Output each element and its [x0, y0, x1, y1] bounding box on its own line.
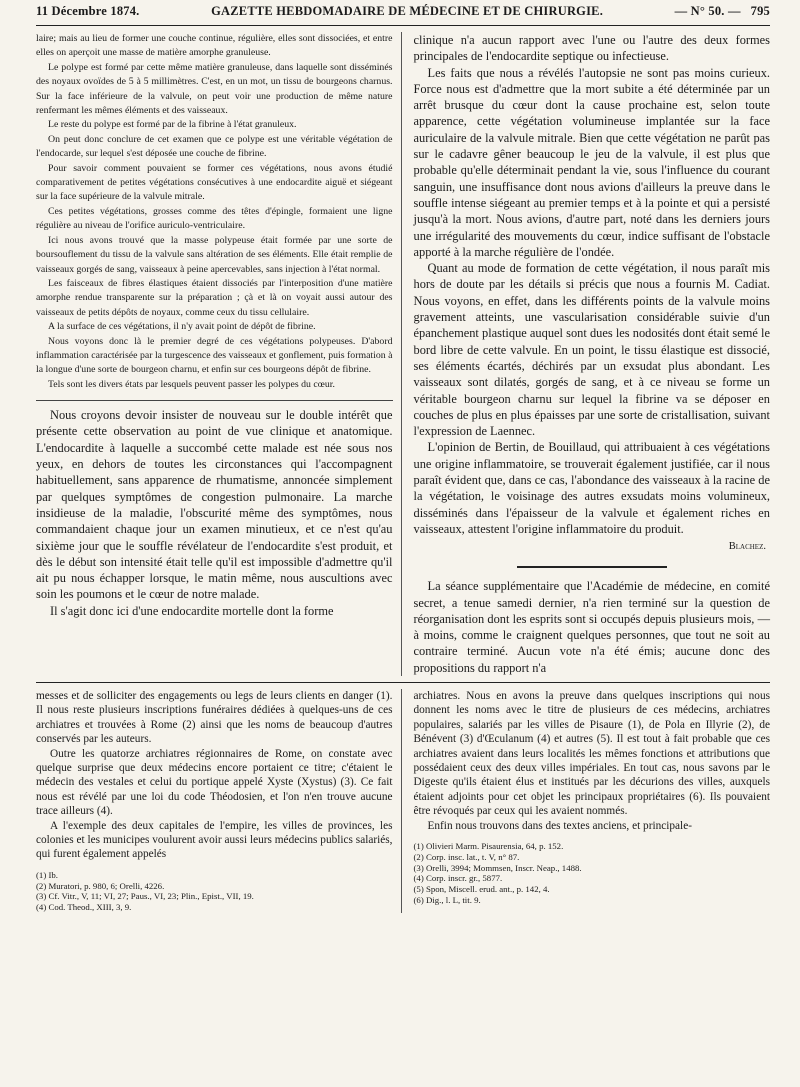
- paragraph: Quant au mode de formation de cette végétation, il nous paraît mis hors de doute par les détails si précis que nous a fournis M. Cadiat. Nous voyons, en effet, dans les différents points de la valvule moins gravement atteints, une vascularisation considérable suivie d'un épanchement plastique auquel sont dues les nodosités dont était semé le bord libre de cette valvule. En un point, le tissu élastique est dissocié, ses éléments écartés, déchirés par un exsudat plus abondant. Les vaisseaux sont dilatés, gorgés de sang, et à ce niveau se forme un véritable bourgeon charnu sur lequel la fibrine va se déposer en couches de plus en plus épaisses par une sorte de cristallisation, suivant l'expression de Laennec.: [413, 261, 770, 439]
- paragraph: Nous voyons donc là le premier degré de ces végétations polypeuses. D'abord inflammation caractérisée par la turgescence des vaisseaux et gonflement, puis formation à la longue d'une sorte de bourgeon charnu, et enfin sur ces bourgeons dépôt de fibrine.: [36, 335, 393, 376]
- horizontal-divider: [36, 682, 770, 683]
- footnote: (2) Muratori, p. 980, 6; Orelli, 4226.: [36, 880, 165, 891]
- paragraph: Ces petites végétations, grosses comme des têtes d'épingle, formaient une ligne régulière au niveau de l'orifice auriculo-ventriculaire.: [36, 205, 393, 232]
- paragraph: A l'exemple des deux capitales de l'empire, les villes de provinces, les colonies et les municipes voulurent avoir aussi leurs médecins publics salariés, qui furent également appelés: [36, 819, 393, 861]
- article-separator-rule: [517, 566, 667, 568]
- paragraph: L'opinion de Bertin, de Bouillaud, qui attribuaient à ces végétations une origine inflammatoire, se trouverait également justifiée, car il nous paraît évident que, dans ce cas, l'abondance des vaisseaux à la racine de la végétation, le voisinage des autres exsudats moins volumineux, disséminés dans l'épaisseur de la valvule et également riches en vaisseaux, attestent l'origine inflammatoire du produit.: [413, 440, 770, 536]
- paragraph: Les faits que nous a révélés l'autopsie ne sont pas moins curieux. Force nous est d'admettre que la mort subite a été déterminée par un arrêt brusque du cœur dont la cause prochaine est, selon toute apparence, cette végétation volumineuse implantée sur la face auriculaire de la valvule mitrale. Bien que cette végétation ne parût pas sur le cadavre gêner beaucoup le jeu de la valvule, il est plus que probable qu'elle déterminait pendant la vie, sous l'influence du courant sanguin, une insuffisance dont nous avions d'ailleurs la preuve dans le souffle intense siégeant au premier temps et à la pointe et qui a persisté jusqu'à la mort. Nous avions, d'autre part, noté dans les derniers jours une irrégularité des mouvements du cœur, indice suffisant de l'obstacle apporté à la marche régulière de l'ondée.: [413, 65, 770, 259]
- footnote: (4) Cod. Theod., XIII, 3, 9.: [36, 902, 132, 913]
- bottom-right-column: [414, 689, 771, 913]
- footnote: (4) Corp. inscr. gr., 5877.: [413, 873, 503, 884]
- commentary-block: [36, 407, 393, 619]
- commentary-continued: [414, 32, 771, 537]
- top-right-column: [414, 32, 771, 676]
- paragraph: Pour savoir comment pouvaient se former ces végétations, nous avons étudié comparativement de petites végétations consécutives à une endocardite aiguë et siégeant sur la face supérieure de la valvule mitrale.: [36, 162, 393, 203]
- bottom-left-column: [36, 689, 402, 913]
- paragraph: Les faisceaux de fibres élastiques étaient dissociés par l'interposition d'une matière amorphe rendue transparente sur la préparation ; çà et là on voyait aussi autour des vaisseaux de petits dépôts de noyaux, comme ceux du tissu cellulaire.: [36, 277, 393, 318]
- footnote: (1) Olivieri Marm. Pisaurensia, 64, p. 152.: [413, 841, 564, 852]
- academy-news: [414, 578, 771, 676]
- paragraph: Tels sont les divers états par lesquels peuvent passer les polypes du cœur.: [48, 378, 335, 390]
- paragraph: clinique n'a aucun rapport avec l'une ou l'autre des deux formes principales de l'endocardite septique ou infectieuse.: [413, 33, 770, 64]
- paragraph: Il s'agit donc ici d'une endocardite mortelle dont la forme: [50, 603, 334, 618]
- footnote: (2) Corp. insc. lat., t. V, n° 87.: [413, 851, 520, 862]
- bottom-section: [36, 689, 770, 913]
- paragraph: Le polype est formé par cette même matière granuleuse, dans laquelle sont disséminés des noyaux ovoïdes de 5 à 5 millimètres. C'est, en un mot, un tissu de bourgeons charnus. Sur la face inférieure de la valvule, on peut voir une production de même nature renfermant les mêmes éléments et des vaisseaux.: [36, 61, 393, 117]
- small-print-block: [36, 32, 393, 392]
- paragraph: Outre les quatorze archiatres régionnaires de Rome, on constate avec quelque surprise que deux médecins encore portaient ce titre; c'étaient le médecin des vestales et celui du portique appelé Xyste (Xystus) (3). Ce fait nous est révélé par une loi du code Théodosien, et l'on n'en trouve aucune trace ailleurs (4).: [36, 747, 393, 818]
- paragraph: A la surface de ces végétations, il n'y avait point de dépôt de fibrine.: [48, 321, 316, 333]
- footnote: (3) Orelli, 3994; Mommsen, Inscr. Neap., 1488.: [413, 862, 582, 873]
- top-section: [36, 32, 770, 676]
- header-issue: — N° 50. —: [674, 4, 741, 18]
- author-signature: Blachez.: [728, 541, 766, 553]
- paragraph: archiatres. Nous en avons la preuve dans quelques inscriptions qui nous donnent les noms avec le titre de plusieurs de ces médecins, archiatres populaires, salariés par les villes de Pisaure (1), de Pola en Illyrie (2), de Bénévent (3) d'Œculanum (4) et autres (5). Il est tout à fait probable que ces archiatres avaient dans leurs localités les mêmes fonctions et attributions que possédaient ceux des deux villes impériales. En tout cas, nous savons par le Digeste qu'ils étaient élus et institués par les décurions des villes, auxquels étaient adjoints pour cet objet les principaux propriétaires (6). Ils pouvaient être révoqués par ceux qui les avaient nommés.: [413, 689, 770, 818]
- section-divider: [36, 400, 393, 401]
- paragraph: Le reste du polype est formé par de la fibrine à l'état granuleux.: [48, 119, 297, 131]
- footnote: (3) Cf. Vitr., V, 11; VI, 27; Paus., VI, 23; Plin., Epist., VII, 19.: [36, 891, 254, 902]
- paragraph: Enfin nous trouvons dans des textes anciens, et principale-: [427, 819, 692, 832]
- header-date: 11 Décembre 1874.: [36, 4, 140, 18]
- paragraph: La séance supplémentaire que l'Académie de médecine, en comité secret, a tenue samedi dernier, n'a rien terminé sur la question de réorganisation dont les esprits sont si occupés depuis plusieurs mois, — à moins, comme le craignent quelques personnes, que tout ne soit au contraire terminé. Aucun vote n'a été émis; aucune donc des propositions du rapport n'a: [413, 579, 770, 675]
- paragraph: messes et de solliciter des engagements ou legs de leurs clients en danger (1). Il nous reste plusieurs inscriptions funéraires dédiées à quelques-uns de ces archiatres et trouvées à Rome (2) ainsi que les noms de beaucoup d'autres conservés par les auteurs.: [36, 689, 393, 746]
- top-left-column: [36, 32, 402, 676]
- paragraph: Nous croyons devoir insister de nouveau sur le double intérêt que présente cette observation au point de vue clinique et anatomique. L'endocardite à laquelle a succombé cette malade est née sous nos yeux, en dehors de toutes les circonstances qui l'accompagnent habituellement, sans apparence de rhumatisme, annoncée simplement par quelques symptômes de congestion pulmonaire. La marche insidieuse de la maladie, l'obscurité même des symptômes, nous commandaient chaque jour un examen minutieux, et ce n'est qu'au sixième jour que le souffle révélateur de l'endocardite s'est produit, et dès le début son intensité était telle qu'il est impossible d'admettre qu'il ait pu nous échapper lorsque, le matin même, nous auscultions avec soin les poumons et le cœur de notre malade.: [36, 408, 393, 602]
- paragraph: laire; mais au lieu de former une couche continue, régulière, elles sont dissociées, et entre elles on aperçoit une masse de matière amorphe granuleuse.: [36, 33, 393, 59]
- page-header: [36, 4, 770, 26]
- paragraph: Ici nous avons trouvé que la masse polypeuse était formée par une sorte de boursouflement du tissu de la valvule sans altération de ses éléments. Elle était remplie de vaisseaux gorgés de sang, vaisseaux à peine apercevables, sans injection à l'état normal.: [36, 234, 393, 275]
- header-page-number: 795: [750, 4, 770, 18]
- footnote: (6) Dig., l. L, tit. 9.: [413, 895, 481, 906]
- footnotes: [414, 841, 771, 906]
- footnote: (5) Spon, Miscell. erud. ant., p. 142, 4.: [413, 884, 550, 895]
- paragraph: On peut donc conclure de cet examen que ce polype est une véritable végétation de l'endocarde, sur lequel s'est déposée une couche de fibrine.: [36, 133, 393, 160]
- footnote: (1) Ib.: [36, 869, 58, 880]
- footnotes: [36, 870, 393, 913]
- header-title: GAZETTE HEBDOMADAIRE DE MÉDECINE ET DE CHIRURGIE.: [211, 4, 604, 18]
